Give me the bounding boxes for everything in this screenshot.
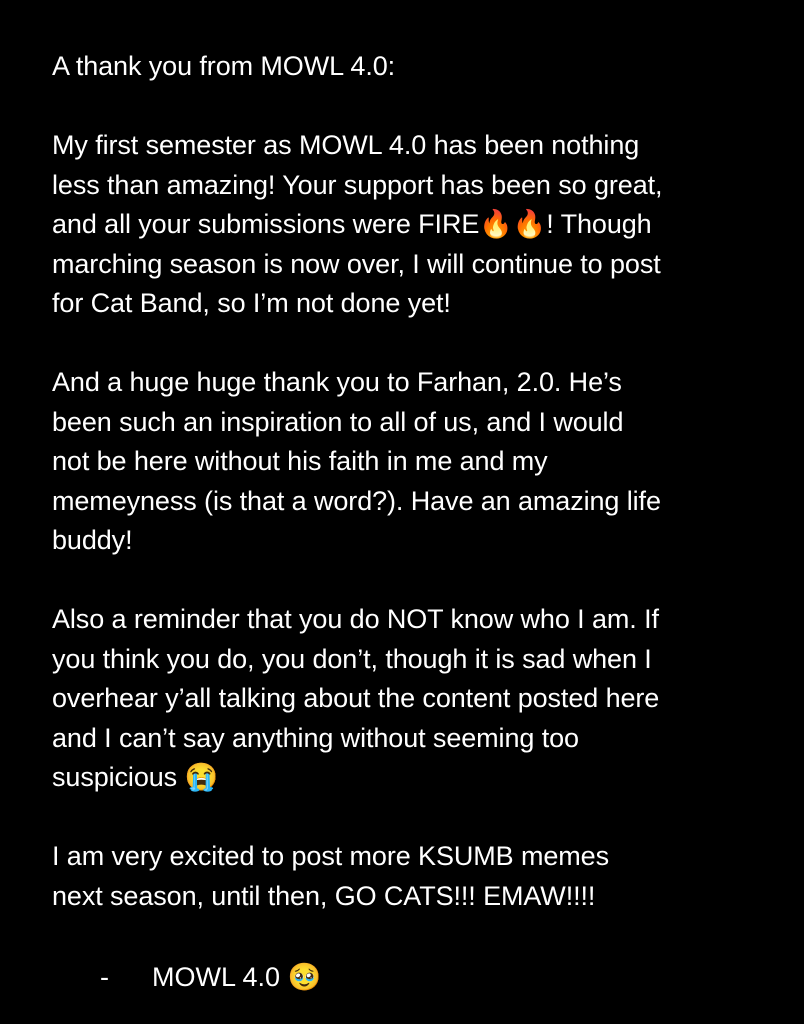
paragraph-line: suspicious 😭 xyxy=(52,762,218,792)
paragraph-line: My first semester as MOWL 4.0 has been nothing xyxy=(52,130,640,160)
paragraph-line: next season, until then, GO CATS!!! EMAW!!!! xyxy=(52,880,596,911)
paragraph-line: Also a reminder that you do NOT know who I am. If xyxy=(52,604,659,634)
note-heading xyxy=(52,47,792,87)
paragraph-line: marching season is now over, I will continue to post xyxy=(52,248,661,279)
paragraph-line: not be here without his faith in me and my xyxy=(52,446,548,476)
paragraph-line: buddy! xyxy=(52,525,133,555)
note-body xyxy=(52,47,792,956)
paragraph-line: overhear y’all talking about the content posted here xyxy=(52,683,660,713)
paragraph-1 xyxy=(52,126,792,324)
signature-name: MOWL 4.0 🥹 xyxy=(152,962,322,992)
paragraph-line: less than amazing! Your support has been so great, xyxy=(52,169,663,200)
signature-dash: - xyxy=(100,962,109,992)
signature xyxy=(100,961,321,993)
paragraph-line: you think you do, you don’t, though it is sad when I xyxy=(52,643,652,674)
paragraph-line: been such an inspiration to all of us, and I would xyxy=(52,406,624,437)
paragraph-line: memeyness (is that a word?). Have an amazing life xyxy=(52,485,661,516)
paragraph-line: I am very excited to post more KSUMB memes xyxy=(52,841,609,871)
paragraph-line: and all your submissions were FIRE🔥🔥! Though xyxy=(52,209,652,239)
paragraph-3 xyxy=(52,600,792,798)
paragraph-2 xyxy=(52,363,792,561)
paragraph-line: And a huge huge thank you to Farhan, 2.0. He’s xyxy=(52,367,622,397)
paragraph-4 xyxy=(52,837,792,916)
heading-line: A thank you from MOWL 4.0: xyxy=(52,51,396,81)
paragraph-line: for Cat Band, so I’m not done yet! xyxy=(52,288,451,318)
paragraph-line: and I can’t say anything without seeming too xyxy=(52,722,579,753)
